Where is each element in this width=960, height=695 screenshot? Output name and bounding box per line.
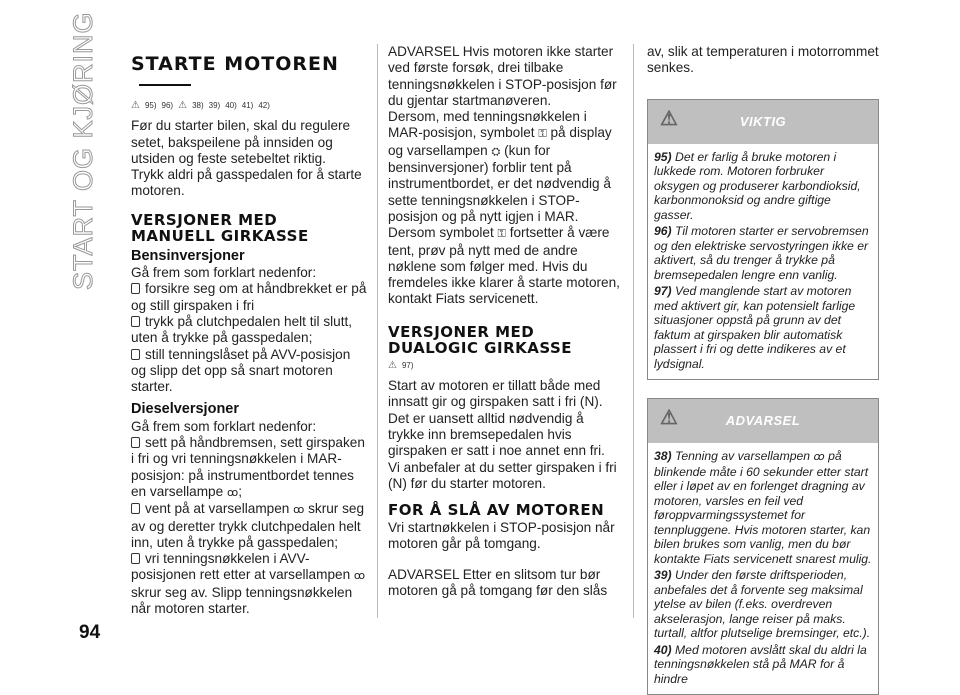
column-divider [377, 44, 378, 618]
note-item: 95) Det er farlig å bruke motoren i lukkede rom. Motoren forbruker oksygen og produserer karbondioksid, karbonmonoksid og andre giftige gasser. [654, 149, 861, 222]
note-item: 97) Ved manglende start av motoren med aktivert gir, kan potensielt farlige situasjoner oppstå på grunn av det faktum at girspaken blir automatisk plassert i fri og dette indikeres av et lydsignal. [654, 284, 856, 371]
note-item: 39) Under den første driftsperioden, anbefales det å forvente seg maksimal ytelse av bilen (f.eks. overdreven akselerasjon, lange reiser på maks. turtall, altfor plutselige bremsinger, etc.). [654, 568, 871, 641]
sidebar-title: START OG KJØRING [68, 11, 98, 290]
paragraph: Trykk aldri på gasspedalen for å starte motoren. [131, 167, 362, 199]
column-3 [647, 44, 879, 695]
bullet-icon [131, 503, 140, 514]
section-heading: VERSJONER MED MANUELL GIRKASSE [131, 210, 309, 245]
key-icon: ⚿ [538, 127, 547, 141]
column-divider [633, 44, 634, 618]
paragraph: Gå frem som forklart nedenfor: [131, 265, 317, 281]
column-1 [131, 54, 367, 617]
paragraph: Dersom symbolet ⚿ fortsetter å være tent, prøv på nytt med de andre nøklene som følger med. Hvis du fremdeles ikke klarer å starte motoren, kontakt Fiats servicenett. [388, 225, 620, 307]
key-icon: ⚿ [497, 227, 506, 241]
car-warning-icon: ⚠ [660, 407, 679, 430]
bullet-icon [131, 316, 140, 327]
ref: 38) [192, 101, 204, 110]
paragraph: Dersom, med tenningsnøkkelen i MAR-posisjon, symbolet ⚿ på display og varsellampen ⛭ (kun for bensinversjoner) forblir tent på instrumentbordet, er det nødvendig å sette tenningsnøkkelen i STOP-posisjon og på nytt igjen i MAR. [388, 109, 612, 224]
caution-box-body [648, 443, 878, 694]
paragraph: ADVARSEL Hvis motoren ikke starter ved første forsøk, drei tilbake tenningsnøkkelen i STOP-posisjon før du gjentar startmanøveren. [388, 44, 617, 108]
paragraph: av, slik at temperaturen i motorrommet senkes. [647, 44, 879, 76]
bullet-icon [131, 349, 140, 360]
list-item: vri tenningsnøkkelen i AVV-posisjonen rett etter at varsellampen ꝏ skrur seg av. Slipp tenningsnøkkelen når motoren starter. [131, 551, 366, 617]
ref: 39) [208, 101, 221, 110]
glow-plug-icon: ꝏ [293, 503, 305, 517]
glow-plug-icon: ꝏ [813, 450, 825, 464]
list-item: sett på håndbremsen, sett girspaken i fri og vri tenningsnøkkelen i MAR-posisjon: på instrumentbordet tennes en varsellampe ꝏ; [131, 435, 365, 499]
reference-list [131, 98, 367, 114]
warning-icon: ⚠ [131, 100, 140, 111]
ref: 95) [144, 101, 157, 110]
caution-box [647, 398, 879, 695]
subheading: Dieselversjoner [131, 401, 240, 418]
caution-icon: ⚠ [178, 100, 188, 111]
paragraph: ADVARSEL Etter en slitsom tur bør motoren gå på tomgang før den slås [388, 566, 608, 599]
title-rule [139, 84, 191, 86]
important-box [647, 99, 879, 381]
note-item: 40) Med motoren avslått skal du aldri la tenningsnøkkelen stå på MAR for å hindre [654, 642, 867, 686]
list-item: trykk på clutchpedalen helt til slutt, uten å trykke på gasspedalen; [131, 313, 353, 346]
ref: 41) [241, 101, 254, 110]
list-item: vent på at varsellampen ꝏ skrur seg av og deretter trykk clutchpedalen helt inn, uten å trykke på gasspedalen; [131, 501, 365, 550]
section-title: STARTE MOTOREN [131, 54, 367, 94]
ref: 97) [401, 360, 414, 370]
ref: 40) [225, 101, 237, 110]
paragraph: Start av motoren er tillatt både med innsatt gir og girspaken satt i fri (N). [388, 378, 603, 410]
box-title: VIKTIG [739, 113, 787, 129]
bullet-icon [131, 283, 140, 294]
bullet-icon [131, 553, 140, 564]
page-number: 94 [79, 622, 101, 643]
box-title: ADVARSEL [725, 413, 801, 429]
warning-icon: ⚠ [388, 359, 397, 371]
section-heading: FOR Å SLÅ AV MOTOREN [388, 501, 605, 520]
caution-box-header [648, 399, 878, 443]
engine-icon: ⛭ [491, 144, 501, 158]
bullet-icon [131, 437, 140, 448]
glow-plug-icon: ꝏ [226, 485, 239, 499]
paragraph: Vri startnøkkelen i STOP-posisjon når motoren går på tomgang. [388, 520, 615, 552]
paragraph: Før du starter bilen, skal du regulere setet, bakspeilene på innsiden og utsiden og feste setebeltet riktig. [131, 118, 351, 166]
reference-list [388, 358, 620, 374]
warning-icon: ⚠ [660, 107, 679, 130]
paragraph: Gå frem som forklart nedenfor: [131, 418, 317, 434]
paragraph: Det er uansett alltid nødvendig å trykke inn bremsepedalen hvis girspaken er satt i noe annet enn fri. Vi anbefaler at du setter girspaken i fri (N) før du starter motoren. [388, 410, 617, 491]
section-heading: VERSJONER MED DUALOGIC GIRKASSE [388, 322, 573, 357]
note-item: 38) Tenning av varsellampen ꝏ på blinkende måte i 60 sekunder etter start eller i løpet av en forlenget dragning av motoren, varsles en feil ved føroppvarmingssystemet for tennpluggene. Hvis motoren starter, kan bilen brukes som vanlig, men du bør kontakte Fiats servicenett snarest mulig. [654, 449, 872, 566]
column-2 [388, 44, 620, 599]
list-item: still tenningslåset på AVV-posisjon og slipp det opp så snart motoren starter. [131, 346, 351, 395]
ref: 96) [161, 101, 174, 110]
subheading: Bensinversjoner [131, 247, 245, 264]
glow-plug-icon: ꝏ [353, 569, 366, 583]
important-box-body [648, 144, 878, 380]
ref: 42) [258, 101, 270, 110]
important-box-header [648, 100, 878, 144]
note-item: 96) Til motoren starter er servobremsen og den elektriske servostyringen ikke er aktivert, så du trenger å trykke på bremsepedalen lengre enn vanlig. [654, 224, 869, 282]
list-item: forsikre seg om at håndbrekket er på og still girspaken i fri [131, 281, 367, 313]
